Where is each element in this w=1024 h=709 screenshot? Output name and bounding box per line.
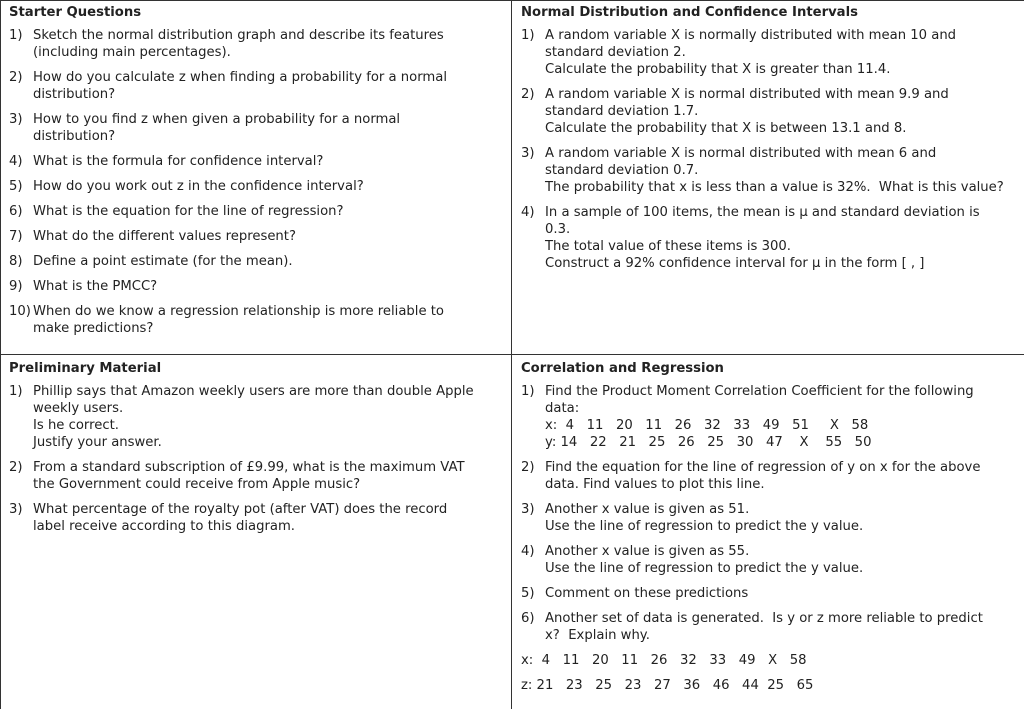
- normal-distribution-list: [521, 27, 1010, 272]
- question-text-line: Use the line of regression to predict the y value.: [545, 561, 864, 576]
- question-item: [521, 459, 1010, 493]
- question-text-line: Find the Product Moment Correlation Coefficient for the following: [545, 384, 974, 399]
- question-text-line: The probability that x is less than a value is 32%. What is this value?: [545, 180, 1004, 195]
- question-item: [9, 69, 503, 103]
- question-number: 4): [9, 154, 23, 169]
- starter-questions-title: Starter Questions: [9, 5, 142, 20]
- question-text-line: What percentage of the royalty pot (after VAT) does the record: [33, 502, 448, 517]
- question-number: 1): [521, 384, 535, 399]
- question-text-line: When do we know a regression relationship is more reliable to: [33, 304, 445, 319]
- question-text-line: In a sample of 100 items, the mean is μ and standard deviation is: [545, 205, 980, 220]
- question-item: [9, 383, 503, 451]
- correlation-regression-title: Correlation and Regression: [521, 361, 724, 376]
- question-text-line: the Government could receive from Apple music?: [33, 477, 361, 492]
- question-text-line: What is the equation for the line of regression?: [33, 204, 344, 219]
- question-text-line: Construct a 92% confidence interval for μ in the form [ , ]: [545, 256, 925, 271]
- question-number: 3): [9, 502, 23, 517]
- question-text-line: Calculate the probability that X is greater than 11.4.: [545, 62, 891, 77]
- question-item: [9, 153, 503, 170]
- normal-distribution-title: Normal Distribution and Confidence Intervals: [521, 5, 858, 20]
- question-text-line: weekly users.: [33, 401, 124, 416]
- question-item: [521, 86, 1010, 137]
- question-text-line: Phillip says that Amazon weekly users are more than double Apple: [33, 384, 474, 399]
- question-number: 2): [9, 460, 23, 475]
- question-text-line: distribution?: [33, 129, 116, 144]
- question-text-line: A random variable X is normally distributed with mean 10 and: [545, 28, 957, 43]
- question-text-line: data. Find values to plot this line.: [545, 477, 765, 492]
- question-item: [9, 303, 503, 337]
- question-number: 9): [9, 279, 23, 294]
- preliminary-material-title: Preliminary Material: [9, 361, 162, 376]
- question-text-line: Find the equation for the line of regression of y on x for the above: [545, 460, 981, 475]
- question-text-line: data:: [545, 401, 580, 416]
- question-text-line: What is the formula for confidence interval?: [33, 154, 324, 169]
- question-text-line: Another x value is given as 55.: [545, 544, 750, 559]
- question-text-line: Justify your answer.: [33, 435, 162, 450]
- question-item: [9, 228, 503, 245]
- question-number: 8): [9, 254, 23, 269]
- question-text-line: Use the line of regression to predict the y value.: [545, 519, 864, 534]
- question-text-line: A random variable X is normal distributed with mean 6 and: [545, 146, 937, 161]
- question-number: 2): [521, 87, 535, 102]
- question-item: [521, 204, 1010, 272]
- question-number: 1): [9, 384, 23, 399]
- question-item: [521, 543, 1010, 577]
- question-text-line: A random variable X is normal distributed with mean 9.9 and: [545, 87, 949, 102]
- question-text-line: make predictions?: [33, 321, 154, 336]
- question-item: [9, 27, 503, 61]
- question-item: [521, 145, 1010, 196]
- question-number: 4): [521, 205, 535, 220]
- question-item: [521, 501, 1010, 535]
- question-number: 2): [521, 460, 535, 475]
- question-text-line: x? Explain why.: [545, 628, 650, 643]
- question-text-line: Another x value is given as 51.: [545, 502, 750, 517]
- question-item: [9, 253, 503, 270]
- correlation-regression-list: [521, 383, 1010, 644]
- extra-z-data: z: 21 23 25 23 27 36 46 44 25 65: [521, 678, 814, 693]
- question-number: 5): [521, 586, 535, 601]
- question-item: [9, 501, 503, 535]
- question-item: [521, 610, 1010, 644]
- question-item: [521, 27, 1010, 78]
- preliminary-material-list: [9, 383, 503, 535]
- question-text-line: Define a point estimate (for the mean).: [33, 254, 293, 269]
- question-number: 3): [521, 502, 535, 517]
- question-text-line: How do you work out z in the confidence interval?: [33, 179, 364, 194]
- question-text-line: How do you calculate z when finding a probability for a normal: [33, 70, 448, 85]
- question-item: [521, 585, 1010, 602]
- question-item: [9, 111, 503, 145]
- question-text-line: Is he correct.: [33, 418, 119, 433]
- question-number: 10): [9, 304, 31, 319]
- question-number: 6): [521, 611, 535, 626]
- question-item: [521, 383, 1010, 451]
- question-number: 2): [9, 70, 23, 85]
- question-text-line: 0.3.: [545, 222, 571, 237]
- question-number: 6): [9, 204, 23, 219]
- question-number: 1): [521, 28, 535, 43]
- question-number: 3): [9, 112, 23, 127]
- question-number: 5): [9, 179, 23, 194]
- question-item: [9, 278, 503, 295]
- question-number: 3): [521, 146, 535, 161]
- question-text-line: Calculate the probability that X is between 13.1 and 8.: [545, 121, 907, 136]
- starter-questions-list: [9, 27, 503, 337]
- question-text-line: The total value of these items is 300.: [545, 239, 791, 254]
- question-text-line: x: 4 11 20 11 26 32 33 49 51 X 58: [545, 418, 869, 433]
- normal-distribution-panel: [512, 0, 1024, 354]
- question-text-line: standard deviation 1.7.: [545, 104, 699, 119]
- question-text-line: From a standard subscription of £9.99, what is the maximum VAT: [33, 460, 465, 475]
- correlation-regression-panel: [512, 355, 1024, 709]
- question-item: [9, 459, 503, 493]
- question-text-line: Sketch the normal distribution graph and describe its features: [33, 28, 444, 43]
- question-text-line: standard deviation 0.7.: [545, 163, 699, 178]
- extra-x-data: x: 4 11 20 11 26 32 33 49 X 58: [521, 653, 807, 668]
- question-text-line: Another set of data is generated. Is y or z more reliable to predict: [545, 611, 983, 626]
- question-text-line: What do the different values represent?: [33, 229, 296, 244]
- question-text-line: standard deviation 2.: [545, 45, 686, 60]
- question-text-line: distribution?: [33, 87, 116, 102]
- question-item: [9, 178, 503, 195]
- question-item: [9, 203, 503, 220]
- question-number: 4): [521, 544, 535, 559]
- question-text-line: (including main percentages).: [33, 45, 231, 60]
- question-text-line: What is the PMCC?: [33, 279, 158, 294]
- preliminary-material-panel: [0, 355, 511, 709]
- question-text-line: y: 14 22 21 25 26 25 30 47 X 55 50: [545, 435, 872, 450]
- question-text-line: How to you find z when given a probability for a normal: [33, 112, 401, 127]
- starter-questions-panel: [0, 0, 511, 354]
- question-number: 7): [9, 229, 23, 244]
- question-text-line: Comment on these predictions: [545, 586, 749, 601]
- question-number: 1): [9, 28, 23, 43]
- question-text-line: label receive according to this diagram.: [33, 519, 295, 534]
